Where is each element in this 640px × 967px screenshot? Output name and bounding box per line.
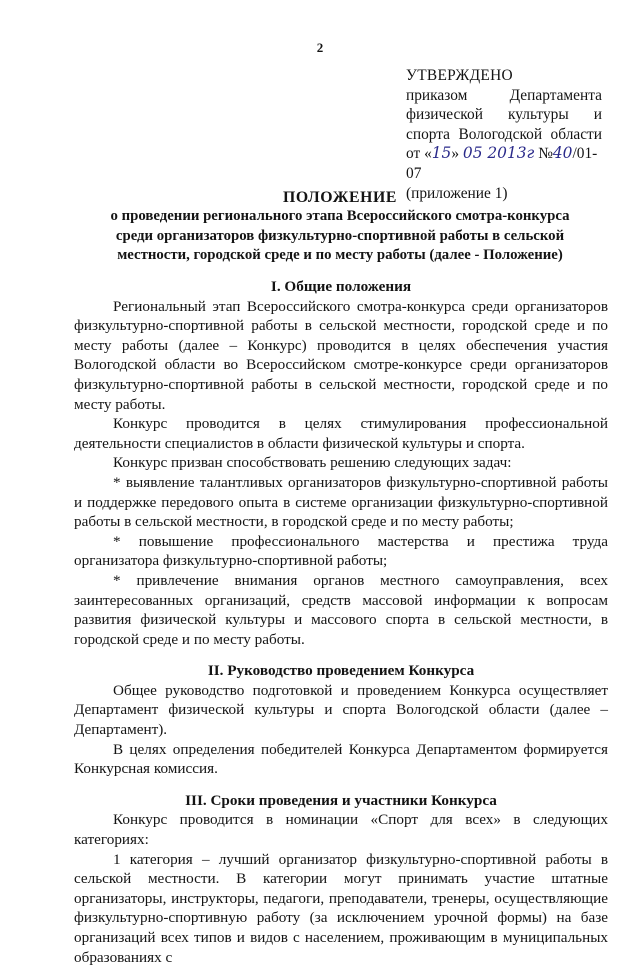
section-1-heading: I. Общие положения <box>270 278 412 295</box>
section-1-bullet: * привлечение внимания органов местного самоуправления, всех заинтересованных организаций, средств массовой информации к вопросам развития физической культуры и массового спорта в сельской местности, в городской среде и по месту работы. <box>74 571 608 648</box>
approval-title: УТВЕРЖДЕНО <box>406 67 513 84</box>
approval-annex: (приложение 1) <box>406 184 508 202</box>
date-mid: » <box>451 145 463 163</box>
date-prefix: от « <box>406 145 432 163</box>
section-1-paragraph: Конкурс проводится в целях стимулирования профессиональной деятельности специалистов в области физической культуры и спорта. <box>74 415 608 452</box>
section-1-paragraph: Конкурс призван способствовать решению следующих задач: <box>113 454 512 472</box>
page-number: 2 <box>316 40 324 55</box>
document-subtitle: о проведении регионального этапа Всероссийского смотра-конкурса среди организаторов физкультурно-спортивной работы в сельской местности, городской среде и по месту работы (далее - Положение) <box>110 208 570 264</box>
handwritten-month-year: 05 2013г <box>462 144 535 163</box>
date-number-prefix: № <box>534 145 553 163</box>
section-3-heading: III. Сроки проведения и участники Конкурса <box>185 791 497 809</box>
section-1-paragraph: Региональный этап Всероссийского смотра-конкурса среди организаторов физкультурно-спортивной работы в сельской местности, городской среде и по месту работы (далее – Конкурс) проводится в целях обеспечения участия Вологодской области во Всероссийском смотре-конкурсе среди организаторов физкультурно-спортивной работы в сельской местности, городской среде и по месту работы. <box>74 297 608 413</box>
approval-date-line <box>406 144 602 183</box>
approval-line-1: приказом Департамента <box>406 86 602 104</box>
handwritten-day: 15 <box>431 144 452 163</box>
approval-stamp-block <box>406 66 602 203</box>
section-2-heading: II. Руководство проведением Конкурса <box>207 662 475 680</box>
section-1-bullet: * повышение профессионального мастерства и престижа труда организатора физкультурно-спортивной работы; <box>74 532 608 570</box>
approval-line-2: физической культуры и <box>406 106 602 124</box>
section-1-bullet: * выявление талантливых организаторов физкультурно-спортивной работы и поддержке передового опыта в системе организации физкультурно-спортивной работы в сельской местности, в городской среде и по месту работы; <box>74 473 608 531</box>
document-title: ПОЛОЖЕНИЕ <box>282 189 398 206</box>
section-2-paragraph: В целях определения победителей Конкурса Департаментом формируется Конкурсная комиссия. <box>74 740 608 778</box>
handwritten-order-number: 40 <box>552 144 573 163</box>
section-2-paragraph: Общее руководство подготовкой и проведением Конкурса осуществляет Департамент физической культуры и спорта Вологодской области (далее – Департамент). <box>74 681 608 739</box>
section-3-paragraph: Конкурс проводится в номинации «Спорт для всех» в следующих категориях: <box>74 811 608 849</box>
date-suffix: /01-07 <box>406 145 598 182</box>
approval-line-3: спорта Вологодской области <box>406 125 602 143</box>
document-body <box>74 277 608 967</box>
section-3-paragraph: 1 категория – лучший организатор физкультурно-спортивной работы в сельской местности. В категории могут принимать участие штатные организаторы, инструкторы, педагоги, преподаватели, тренеры, осуществляющие физкультурно-спортивную работу (за исключением урочной формы) на базе организаций всех типов и видов с населением, проживающим в муниципальных образованиях с <box>74 850 608 966</box>
